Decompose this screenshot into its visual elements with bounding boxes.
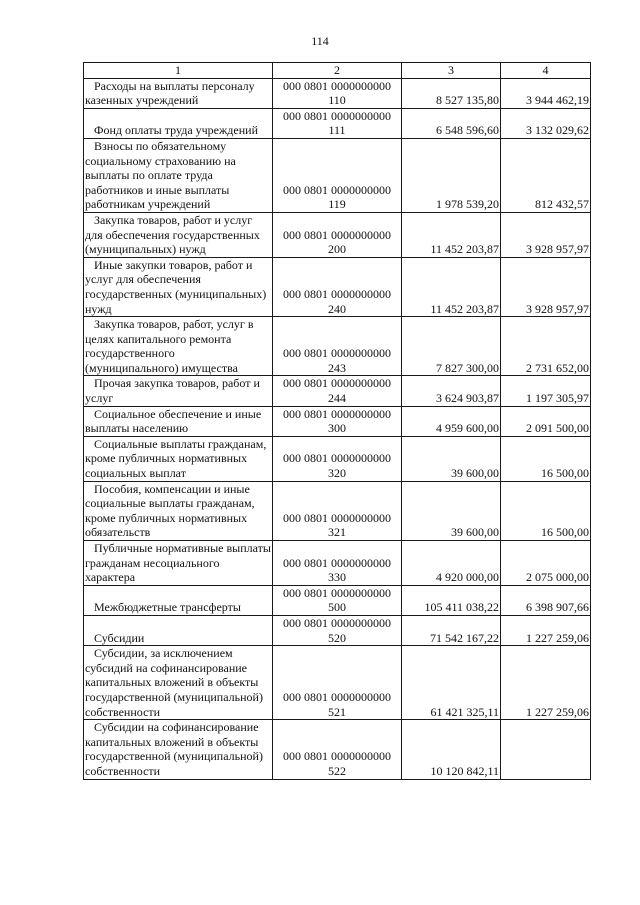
- amount-col4-cell: 16 500,00: [501, 436, 591, 481]
- budget-code-suffix: 321: [328, 525, 346, 540]
- expense-name-cell: Закупка товаров, работ, услуг в целях капитального ремонта государственного (муниципального) имущества: [84, 317, 273, 376]
- amount-col3-cell: 11 452 203,87: [402, 212, 501, 257]
- header-cell-3: 3: [402, 63, 501, 79]
- amount-col4-cell: 3 928 957,97: [501, 212, 591, 257]
- page-number: 114: [311, 34, 329, 48]
- budget-code-prefix: 000 0801 0000000000: [283, 749, 391, 764]
- budget-code-suffix: 300: [328, 421, 346, 436]
- expense-name-cell: Расходы на выплаты персоналу казенных учреждений: [84, 78, 273, 108]
- table-row: [84, 406, 591, 436]
- table-row: [84, 541, 591, 586]
- table-row: [84, 108, 591, 138]
- header-cell-2: 2: [273, 63, 402, 79]
- budget-code-prefix: 000 0801 0000000000: [283, 555, 391, 570]
- budget-code-suffix: 110: [328, 93, 346, 108]
- expense-name-cell: Фонд оплаты труда учреждений: [84, 108, 273, 138]
- amount-col4-cell: 1 227 259,06: [501, 615, 591, 645]
- amount-col3-cell: 10 120 842,11: [402, 720, 501, 779]
- budget-code-prefix: 000 0801 0000000000: [283, 406, 391, 421]
- amount-col3-cell: 39 600,00: [402, 436, 501, 481]
- amount-col3-cell: 3 624 903,87: [402, 376, 501, 406]
- amount-col3-cell: 8 527 135,80: [402, 78, 501, 108]
- expense-name-cell: Субсидии на софинансирование капитальных вложений в объекты государственной (муниципальной) собственности: [84, 720, 273, 779]
- amount-col3-cell: 4 959 600,00: [402, 406, 501, 436]
- amount-col4-cell: 1 227 259,06: [501, 646, 591, 720]
- budget-code-suffix: 200: [328, 242, 346, 257]
- expense-name-cell: Межбюджетные трансферты: [84, 585, 273, 615]
- amount-col4-cell: 812 432,57: [501, 138, 591, 212]
- budget-code-cell: [273, 615, 402, 645]
- budget-code-suffix: 522: [328, 763, 346, 778]
- expense-name-cell: Иные закупки товаров, работ и услуг для обеспечения государственных (муниципальных) нужд: [84, 257, 273, 316]
- header-cell-4: 4: [501, 63, 591, 79]
- table-row: [84, 138, 591, 212]
- budget-code-prefix: 000 0801 0000000000: [283, 376, 391, 391]
- budget-code-cell: [273, 436, 402, 481]
- budget-code-cell: [273, 376, 402, 406]
- budget-code-prefix: 000 0801 0000000000: [283, 346, 391, 361]
- expense-name-cell: Субсидии, за исключением субсидий на софинансирование капитальных вложений в объекты государственной (муниципальной) собственности: [84, 646, 273, 720]
- amount-col4-cell: 2 731 652,00: [501, 317, 591, 376]
- table-row: [84, 78, 591, 108]
- expense-name-cell: Закупка товаров, работ и услуг для обеспечения государственных (муниципальных) нужд: [84, 212, 273, 257]
- table-row: [84, 317, 591, 376]
- budget-code-prefix: 000 0801 0000000000: [283, 286, 391, 301]
- budget-code-prefix: 000 0801 0000000000: [283, 689, 391, 704]
- amount-col4-cell: 3 928 957,97: [501, 257, 591, 316]
- budget-code-suffix: 111: [328, 123, 346, 138]
- budget-code-cell: [273, 317, 402, 376]
- amount-col3-cell: 6 548 596,60: [402, 108, 501, 138]
- table-row: [84, 257, 591, 316]
- table-row: [84, 436, 591, 481]
- expense-name-cell: Социальное обеспечение и иные выплаты населению: [84, 406, 273, 436]
- budget-code-cell: [273, 541, 402, 586]
- budget-code-prefix: 000 0801 0000000000: [283, 108, 391, 123]
- table-row: [84, 615, 591, 645]
- budget-code-prefix: 000 0801 0000000000: [283, 182, 391, 197]
- table-row: [84, 376, 591, 406]
- amount-col3-cell: 4 920 000,00: [402, 541, 501, 586]
- budget-code-suffix: 240: [328, 301, 346, 316]
- amount-col3-cell: 11 452 203,87: [402, 257, 501, 316]
- budget-code-cell: [273, 646, 402, 720]
- budget-code-suffix: 330: [328, 570, 346, 585]
- budget-code-prefix: 000 0801 0000000000: [283, 227, 391, 242]
- budget-code-prefix: 000 0801 0000000000: [283, 78, 391, 93]
- amount-col3-cell: 39 600,00: [402, 481, 501, 540]
- table-row: [84, 646, 591, 720]
- table-row: [84, 212, 591, 257]
- budget-code-cell: [273, 406, 402, 436]
- expense-name-cell: Прочая закупка товаров, работ и услуг: [84, 376, 273, 406]
- amount-col4-cell: 1 197 305,97: [501, 376, 591, 406]
- expense-name-cell: Субсидии: [84, 615, 273, 645]
- budget-code-cell: [273, 585, 402, 615]
- expense-name-cell: Социальные выплаты гражданам, кроме публичных нормативных социальных выплат: [84, 436, 273, 481]
- budget-code-suffix: 243: [328, 360, 346, 375]
- table-row: [84, 481, 591, 540]
- expense-name-cell: Публичные нормативные выплаты гражданам несоциального характера: [85, 541, 271, 585]
- header-cell-1: 1: [84, 63, 273, 79]
- budget-code-suffix: 520: [328, 630, 346, 645]
- amount-col4-cell: 2 091 500,00: [501, 406, 591, 436]
- budget-code-prefix: 000 0801 0000000000: [283, 585, 391, 600]
- amount-col3-cell: 105 411 038,22: [402, 585, 501, 615]
- table-row: [84, 720, 591, 779]
- budget-code-cell: [273, 212, 402, 257]
- budget-code-prefix: 000 0801 0000000000: [283, 510, 391, 525]
- budget-code-suffix: 320: [328, 466, 346, 481]
- budget-code-suffix: 119: [328, 197, 346, 212]
- expense-name-cell: Пособия, компенсации и иные социальные выплаты гражданам, кроме публичных нормативных обязательств: [84, 481, 273, 540]
- budget-code-cell: [273, 481, 402, 540]
- table-body: [84, 63, 591, 780]
- amount-col3-cell: 71 542 167,22: [402, 615, 501, 645]
- budget-code-suffix: 244: [328, 391, 346, 406]
- amount-col4-cell: [501, 720, 591, 779]
- table-row: [84, 585, 591, 615]
- budget-code-cell: [273, 257, 402, 316]
- amount-col3-cell: 7 827 300,00: [402, 317, 501, 376]
- budget-code-suffix: 521: [328, 704, 346, 719]
- budget-code-cell: [273, 108, 402, 138]
- budget-code-cell: [273, 78, 402, 108]
- expense-name-cell: Взносы по обязательному социальному страхованию на выплаты по оплате труда работников и иные выплаты работникам учреждений: [84, 138, 273, 212]
- budget-table: [83, 62, 591, 780]
- amount-col4-cell: 3 132 029,62: [501, 108, 591, 138]
- budget-code-suffix: 500: [328, 600, 346, 615]
- table-header-row: [84, 63, 591, 79]
- budget-code-prefix: 000 0801 0000000000: [283, 451, 391, 466]
- budget-code-cell: [273, 138, 402, 212]
- amount-col4-cell: 3 944 462,19: [501, 78, 591, 108]
- amount-col4-cell: 16 500,00: [501, 481, 591, 540]
- amount-col4-cell: 2 075 000,00: [501, 541, 591, 586]
- amount-col3-cell: 1 978 539,20: [402, 138, 501, 212]
- budget-code-prefix: 000 0801 0000000000: [283, 615, 391, 630]
- amount-col3-cell: 61 421 325,11: [402, 646, 501, 720]
- amount-col4-cell: 6 398 907,66: [501, 585, 591, 615]
- budget-code-cell: [273, 720, 402, 779]
